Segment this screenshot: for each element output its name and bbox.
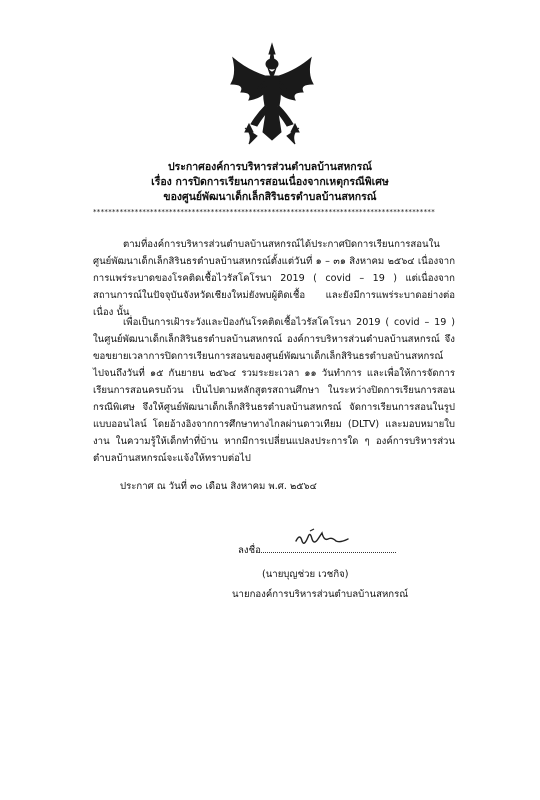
star-divider: ******************************************************************************************	[93, 208, 435, 216]
announcement-date: ประกาศ ณ วันที่ ๓๐ เดือน สิงหาคม พ.ศ. ๒๕๖๔	[120, 481, 317, 492]
handwritten-signature	[292, 527, 352, 551]
body-paragraph-2: เพื่อเป็นการเฝ้าระวังและป้องกันโรคติดเชื้อไวรัสโคโรนา 2019 ( covid – 19 ) ในศูนย์พัฒนาเด็กเล็กสิรินธรตำบลบ้านสหกรณ์ องค์การบริหารส่วนตำบลบ้านสหกรณ์ จึงขอขยายเวลาการปิดการเรียนการสอนของศูนย์พัฒนาเด็กเล็กสิรินธรตำบลบ้านสหกรณ์ ไปจนถึงวันที่ ๑๕ กันยายน ๒๕๖๔ รวมระยะเวลา ๑๑ วันทำการ และเพื่อให้การจัดการเรียนการสอนครบถ้วน เป็นไปตามหลักสูตรสถานศึกษา ในระหว่างปิดการเรียนการสอนกรณีพิเศษ จึงให้ศูนย์พัฒนาเด็กเล็กสิรินธรตำบลบ้านสหกรณ์ จัดการเรียนการสอนในรูปแบบออนไลน์ โดยอ้างอิงจากการศึกษาทางไกลผ่านดาวเทียม (DLTV) และมอบหมายใบงาน ในความรู้ให้เด็กทำที่บ้าน หากมีการเปลี่ยนแปลงประการใด ๆ องค์การบริหารส่วนตำบลบ้านสหกรณ์จะแจ้งให้ทราบต่อไป	[93, 317, 455, 464]
signatory-name: (นายบุญช่วย เวชกิจ)	[262, 569, 349, 580]
signature-label: ลงชื่อ	[238, 545, 261, 556]
heading-subject: เรื่อง การปิดการเรียนการสอนเนื่องจากเหตุกรณีพิเศษ	[151, 176, 389, 188]
garuda-emblem-icon	[227, 40, 317, 150]
body-paragraph-1: ตามที่องค์การบริหารส่วนตำบลบ้านสหกรณ์ได้ประกาศปิดการเรียนการสอนในศูนย์พัฒนาเด็กเล็กสิรินธรตำบลบ้านสหกรณ์ตั้งแต่วันที่ ๑ – ๓๑ สิงหาคม ๒๕๖๔ เนื่องจากการแพร่ระบาดของโรคติดเชื้อไวรัสโคโรนา 2019 ( covid – 19 ) แต่เนื่องจากสถานการณ์ในปัจจุบันจังหวัดเชียงใหม่ยังพบผู้ติดเชื้อ และยังมีการแพร่ระบาดอย่างต่อเนื่อง นั้น	[93, 239, 455, 318]
signatory-title: นายกองค์การบริหารส่วนตำบลบ้านสหกรณ์	[232, 589, 409, 600]
heading-line-3: ของศูนย์พัฒนาเด็กเล็กสิรินธรตำบลบ้านสหกรณ์	[163, 191, 377, 203]
heading-line-1: ประกาศองค์การบริหารส่วนตำบลบ้านสหกรณ์	[167, 161, 373, 173]
